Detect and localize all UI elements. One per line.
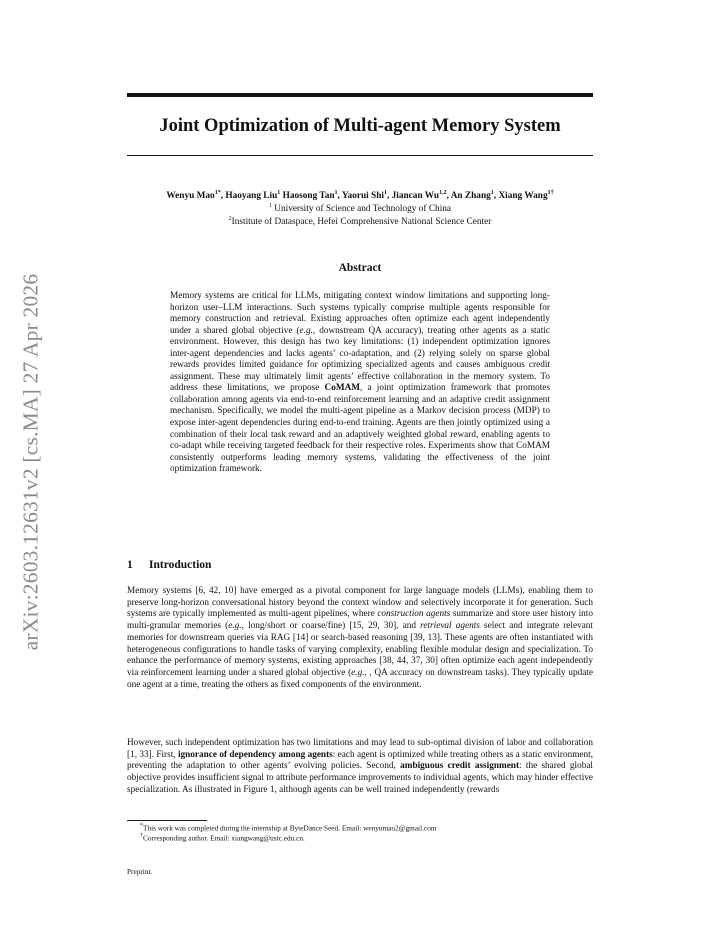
author-name: Xiang Wang	[498, 191, 548, 202]
bold-term: ambiguous credit assignment	[400, 761, 520, 772]
affiliation-mark: 1	[268, 203, 272, 209]
abstract-method-name: CoMAM	[324, 383, 360, 394]
footnote-rule	[127, 820, 207, 821]
paragraph-text: summarize and store user history into multi-granular memories (	[127, 609, 593, 632]
paragraph-text: select and integrate relevant memories for downstream queries via RAG [14] or search-based reasoning [39, 13]. These agents are often instantiated with heterogeneous configurations to handle tasks of varying complexity, enabling flexible modular design and specialization. To enhance the performance of memory systems, existing approaches [38, 44, 37, 30] often optimize each agent independently via reinforcement learning under a shared global objective (	[127, 621, 594, 678]
section-number: 1	[127, 559, 133, 571]
intro-paragraph-1	[127, 586, 593, 691]
author-affiliation-mark: 1	[383, 190, 387, 196]
italic-eg: e.g.,	[351, 667, 367, 678]
author-list: Wenyu Mao$^{1*}$, Haoyang Liu$^1$ Haosong Tan$^1$, Yaorui Shi$^1$, Jiancan Wu$^{1,2}$, An Zhang$^1$, Xiang Wang$^{1\dagger}$	[166, 190, 554, 202]
paper-title: Joint Optimization of Multi-agent Memory System	[159, 116, 561, 136]
paragraph-text: , QA accuracy on downstream tasks). They typically update one agent at a time, treating the others as fixed components of the environment.	[127, 667, 593, 690]
title-bottom-rule	[127, 155, 593, 156]
abstract-text: downstream QA accuracy), treating other agents as a static environment. However, this design has two key limitations: (1) independent optimization ignores inter-agent dependencies and lacks agents’ co-adaptation, and (2) relying solely on sparse global rewards provides limited guidance for optimizing specialized agents and causes ambiguous credit assignment. These may ultimately limit agents’ effective collaboration in the memory system. To address these limitations, we propose	[170, 325, 550, 394]
footnote-text: Corresponding author. Email: xiangwang@ustc.edu.cn.	[143, 833, 305, 843]
footnote-2	[140, 833, 305, 842]
paragraph-text: : the shared global objective provides insufficient signal to attribute performance improvements to individual agents, which may hinder effective specialization. As illustrated in Figure 1, although agents can be well trained independently (rewards	[127, 761, 594, 795]
affiliation-text: University of Science and Technology of China	[274, 204, 452, 215]
author-name: Haosong Tan	[282, 191, 335, 202]
arxiv-identifier-stamp: arXiv:2603.12631v2 [cs.MA] 27 Apr 2026	[18, 273, 43, 651]
footnote-mark: *	[140, 823, 144, 829]
author-name: Jiancan Wu	[391, 191, 440, 202]
italic-term: construction agents	[377, 609, 451, 620]
author-affiliation-mark: 1	[490, 190, 494, 196]
footnote-text: This work was completed during the internship at ByteDance Seed. Email: wenyumao2@gmail.com	[143, 823, 437, 833]
author-name: Yaorui Shi	[341, 191, 384, 202]
author-name: Wenyu Mao	[166, 191, 215, 202]
affiliation-1	[127, 203, 593, 214]
abstract-body	[170, 291, 550, 476]
paragraph-text: long/short or coarse/fine) [15, 29, 30], and	[243, 621, 421, 632]
title-top-rule	[127, 93, 593, 97]
abstract-heading: Abstract	[338, 262, 382, 274]
section-title: Introduction	[149, 559, 212, 571]
author-affiliation-mark: 1	[334, 190, 338, 196]
abstract-text: Memory systems are critical for LLMs, mitigating context window limitations and supporting long-horizon user–LLM interactions. Such systems typically comprise multiple agents responsible for memory construction and retrieval. Existing approaches often optimize each agent independently under a shared global objective (	[170, 291, 550, 336]
author-name: An Zhang	[450, 191, 491, 202]
affiliation-text: Institute of Dataspace, Hefei Comprehensive National Science Center	[231, 217, 492, 228]
author-name: Haoyang Liu	[225, 191, 278, 202]
author-affiliation-mark: 1*	[214, 190, 221, 196]
italic-eg: e.g.,	[228, 621, 244, 632]
affiliation-2	[127, 216, 593, 227]
author-affiliation-mark: 1†	[547, 190, 554, 196]
abstract-text: , a joint optimization framework that promotes collaboration among agents via end-to-end reinforcement learning and an adaptive credit assignment mechanism. Specifically, we model the multi-agent pipeline as a Markov decision process (MDP) to expose inter-agent dependencies during end-to-end training. Agents are then jointly optimized using a combination of their local task reward and an adaptively weighted global reward, enabling agents to co-adapt while receiving targeted feedback for their respective roles. Experiments show that CoMAM consistently outperforms leading memory systems, validating the effectiveness of the joint optimization framework.	[170, 383, 551, 475]
abstract-italic-eg: e.g.,	[299, 325, 316, 336]
paragraph-text: Memory systems [6, 42, 10] have emerged as a pivotal component for large language models (LLMs), enabling them to preserve long-horizon conversational history beyond the context window and selectively incorporate it for generation. Such systems are typically implemented as multi-agent pipelines, where	[127, 586, 593, 620]
bold-term: ignorance of dependency among agents	[177, 749, 333, 760]
footnote-1	[140, 823, 437, 832]
intro-paragraph-2	[127, 738, 593, 797]
footnote-mark: †	[140, 833, 144, 839]
paragraph-text: : each agent is optimized while treating others as a static environment, preventing the adaptation to other agents’ evolving policies. Second,	[127, 749, 594, 772]
author-affiliation-mark: 1	[277, 190, 281, 196]
section-heading-introduction	[127, 559, 211, 571]
paragraph-text: However, such independent optimization has two limitations and may lead to sub-optimal division of labor and collaboration [1, 33]. First,	[127, 738, 593, 760]
italic-term: retrieval agents	[420, 621, 480, 632]
affiliation-mark: 2	[228, 216, 232, 222]
preprint-label: Preprint.	[127, 867, 153, 876]
author-affiliation-mark: 1,2	[439, 190, 447, 196]
